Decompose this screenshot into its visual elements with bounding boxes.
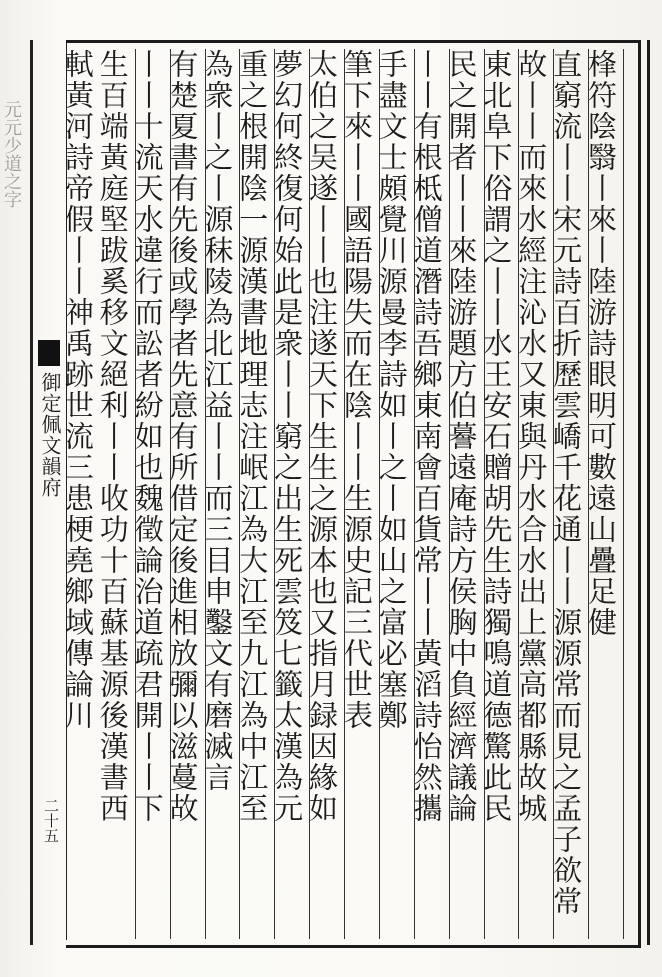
text-column	[479, 49, 520, 939]
page-number: 二十五	[42, 798, 60, 843]
text-column	[270, 49, 310, 939]
text-column	[444, 49, 485, 939]
text-column	[339, 49, 380, 939]
text-column	[235, 49, 275, 939]
column-text: 故丨丨而來水經注沁水又東與丹水合水出上黨高都縣故城	[514, 49, 549, 824]
previous-page-edge-text: 元元少道之字	[1, 100, 22, 208]
gutter-border-rule	[30, 40, 33, 945]
column-text: 丨丨有根柢僧道潛詩吾鄉東南會百貨常丨丨黃滔詩怡然攜	[409, 49, 444, 824]
column-text: 直窮流丨丨宋元詩百折歷雲嶠千花通丨丨源源常而見之孟子欲常	[549, 49, 584, 917]
text-column	[95, 49, 136, 939]
column-text: 生百端黃庭堅跋奚移文絕利丨丨收功十百蘇基源後漢書西	[95, 49, 130, 824]
column-text: 手盡文士頗覺川源曼李詩如丨之丨如山之富必塞鄭	[374, 49, 409, 731]
column-text: 民之開者丨丨來陸游題方伯謩遠庵詩方侯胸中負經濟議論	[444, 49, 479, 824]
column-text: 重之根開陰一源漢書地理志注岷江為大江至九江為中江至	[235, 49, 270, 824]
text-column	[305, 49, 345, 939]
text-column	[130, 49, 171, 939]
column-text: 有楚夏書有先後或學者先意有所借定後進相放彌以滋蔓故	[165, 49, 200, 824]
text-column	[409, 49, 450, 939]
text-column	[549, 49, 589, 939]
outer-border-rule	[647, 40, 650, 945]
book-title: 御定佩文韻府	[38, 372, 62, 498]
text-column	[200, 49, 241, 939]
column-text: 東北阜下俗謂之丨丨水王安石贈胡先生詩獨鳴道德驚此民	[479, 49, 514, 824]
text-column	[165, 49, 206, 939]
text-column	[374, 49, 415, 939]
column-text: 夢幻何終復何始此是衆丨丨窮之出生死雲笈七籤太漢為元	[270, 49, 305, 824]
text-columns	[60, 43, 624, 945]
column-text: 為衆丨之丨源秣陵為北江益丨丨而三目申鑿文有磨滅言	[200, 49, 235, 793]
text-column	[584, 49, 624, 939]
column-text: 太伯之吴遂丨丨也注遂天下生生之源本也又指月録因緣如	[305, 49, 339, 824]
text-column	[514, 49, 554, 939]
column-text: 軾黃河詩帝假丨丨神禹跡世流三患梗堯鄉域傳論川	[60, 49, 95, 731]
left-gutter	[0, 40, 34, 945]
column-text: 丨丨十流天水違行而訟者紛如也魏徵論治道疏君開丨丨下	[130, 49, 165, 824]
text-column	[60, 49, 101, 939]
column-text: 桻符陰翳丨來丨陸游詩眼明可數遠山疊足健	[584, 49, 618, 638]
fish-tail-mark	[38, 340, 60, 366]
column-text: 筆下來丨丨國語陽失而在陰丨丨生源史記三代世表	[339, 49, 374, 731]
text-frame	[60, 40, 641, 948]
